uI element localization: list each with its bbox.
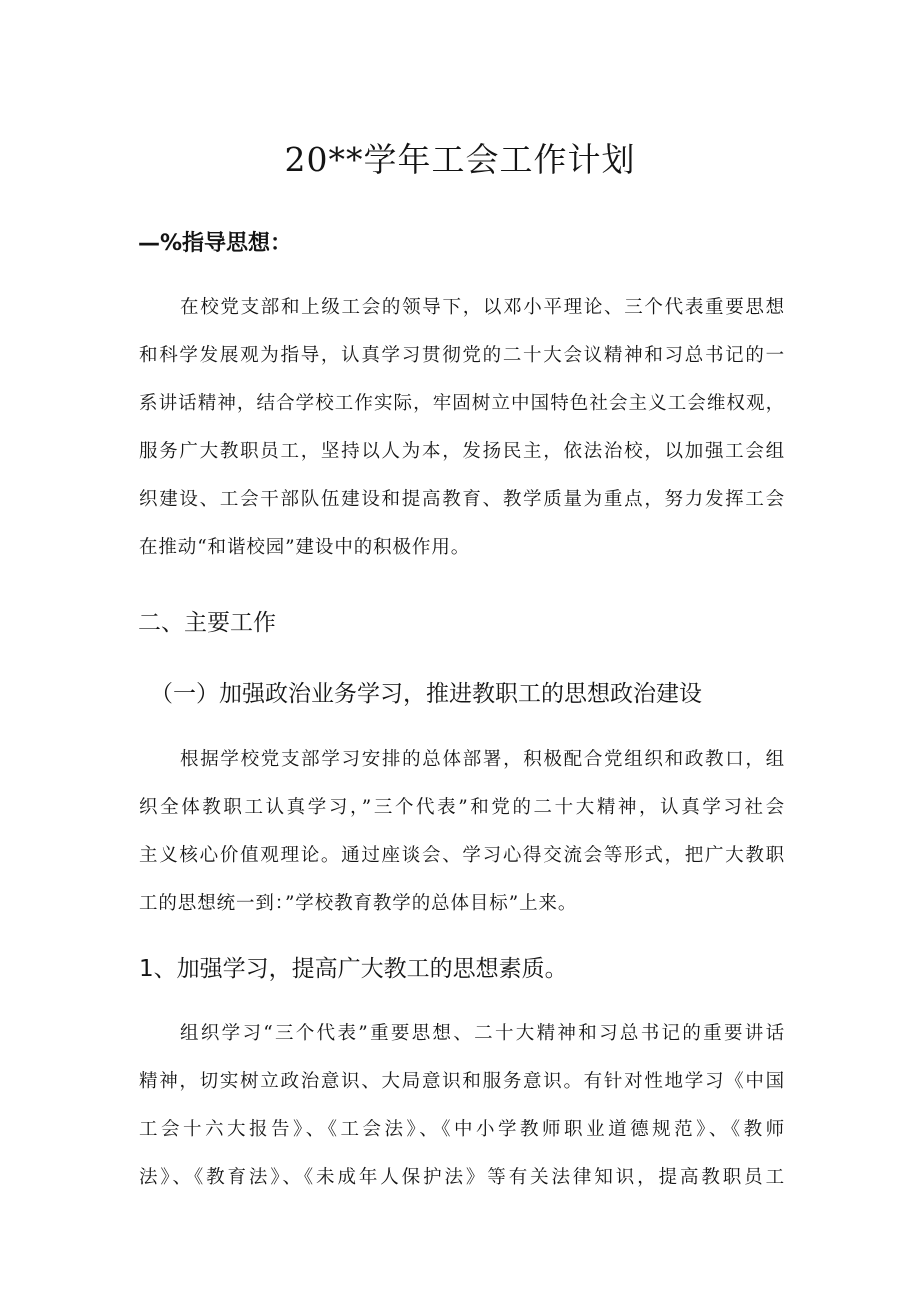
paragraph-line: 在校党支部和上级工会的领导下，以邓小平理论、三个代表重要思想 (180, 297, 785, 318)
subsection-heading-political-study: （一）加强政治业务学习，推进教职工的思想政治建设 (150, 681, 702, 707)
paragraph-line: 在推动“和谐校园”建设中的积极作用。 (139, 537, 471, 558)
item-heading-strengthen-study: 1、加强学习，提高广大教工的思想素质。 (139, 956, 568, 982)
paragraph-line: 主义核心价值观理论。通过座谈会、学习心得交流会等形式，把广大教职 (139, 845, 785, 866)
paragraph-line: 织建设、工会干部队伍建设和提高教育、教学质量为重点，努力发挥工会 (139, 489, 785, 510)
paragraph-political-study (139, 736, 785, 928)
paragraph-line: 组织学习“三个代表”重要思想、二十大精神和习总书记的重要讲话 (180, 1023, 785, 1044)
page-title: 20**学年工会工作计划 (284, 140, 636, 179)
paragraph-line: 系讲话精神，结合学校工作实际，牢固树立中国特色社会主义工会维权观， (139, 393, 785, 414)
paragraph-line: 服务广大教职员工，坚持以人为本，发扬民主，依法治校，以加强工会组 (139, 441, 785, 462)
paragraph-guiding-ideology (139, 284, 785, 572)
paragraph-line: 工的思想统一到：”学校教育教学的总体目标”上来。 (139, 893, 578, 914)
paragraph-strengthen-study (139, 1010, 785, 1202)
section-heading-main-work: 二、主要工作 (138, 610, 276, 636)
paragraph-line: 工会十六大报告》、《工会法》、《中小学教师职业道德规范》、《教师 (139, 1119, 785, 1140)
paragraph-line: 织全体教职工认真学习，”三个代表”和党的二十大精神，认真学习社会 (139, 797, 785, 818)
paragraph-line: 根据学校党支部学习安排的总体部署，积极配合党组织和政教口，组 (180, 749, 785, 770)
paragraph-line: 和科学发展观为指导，认真学习贯彻党的二十大会议精神和习总书记的一 (139, 345, 785, 366)
paragraph-line: 法》、《教育法》、《未成年人保护法》等有关法律知识，提高教职员工 (139, 1167, 785, 1188)
paragraph-line: 精神，切实树立政治意识、大局意识和服务意识。有针对性地学习《中国 (139, 1071, 785, 1092)
section-heading-guiding-ideology: —%指导思想： (138, 231, 293, 256)
